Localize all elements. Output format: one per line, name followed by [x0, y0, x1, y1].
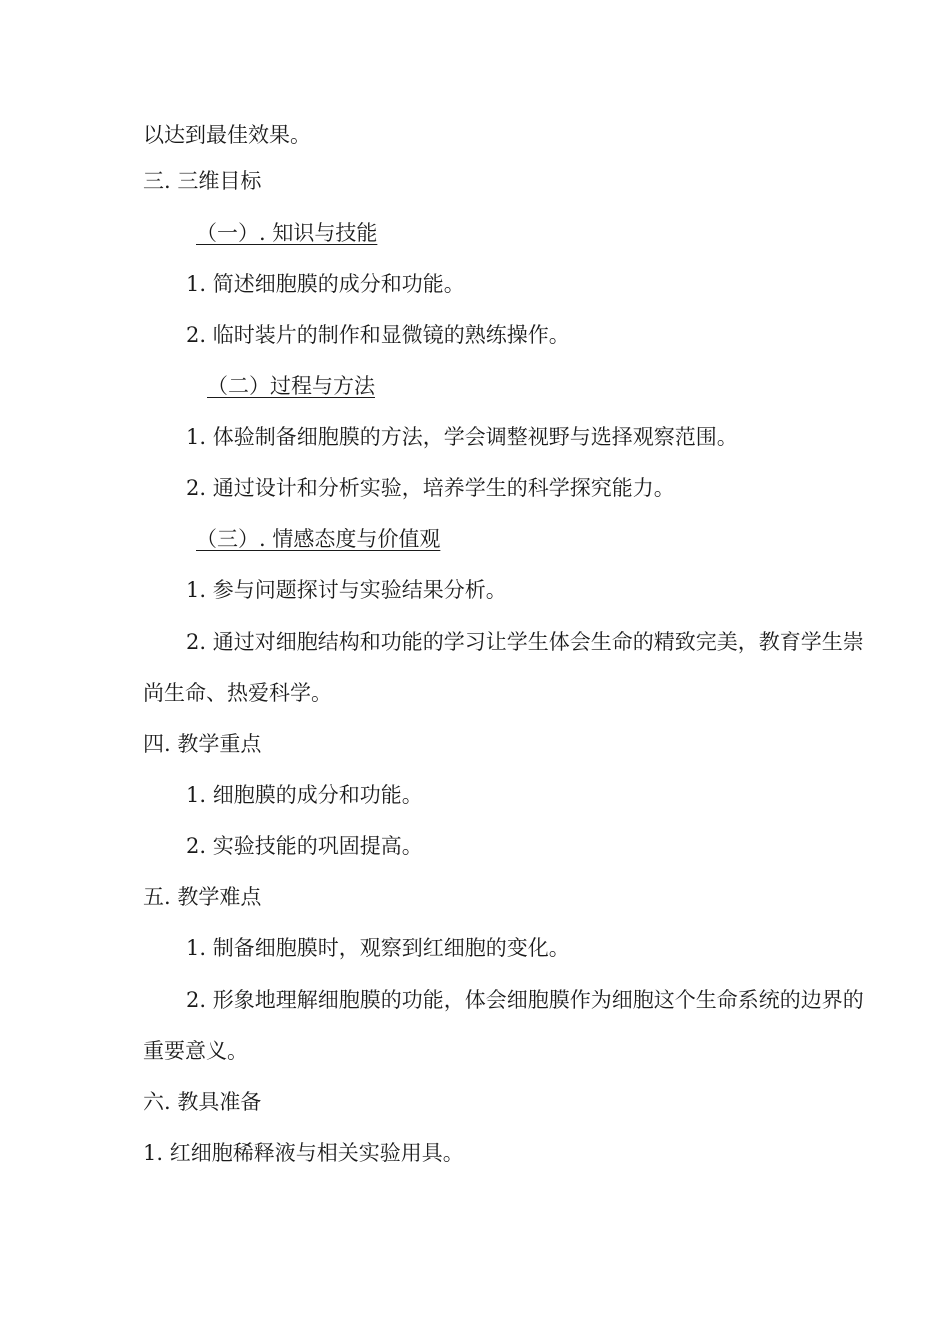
subsection-title-attitude: （三）. 情感态度与价值观	[196, 527, 441, 551]
list-item: 1. 体验制备细胞膜的方法，学会调整视野与选择观察范围。	[186, 425, 738, 449]
list-item: 2. 形象地理解细胞膜的功能，体会细胞膜作为细胞这个生命系统的边界的	[186, 988, 864, 1012]
list-item: 1. 制备细胞膜时，观察到红细胞的变化。	[186, 936, 570, 960]
list-item: 2. 通过对细胞结构和功能的学习让学生体会生命的精致完美，教育学生崇	[186, 630, 864, 654]
list-item: 1. 参与问题探讨与实验结果分析。	[186, 578, 507, 602]
list-item: 2. 通过设计和分析实验，培养学生的科学探究能力。	[186, 476, 675, 500]
list-item: 1. 细胞膜的成分和功能。	[186, 783, 423, 807]
list-item: 1. 红细胞稀释液与相关实验用具。	[143, 1141, 464, 1165]
list-item: 1. 简述细胞膜的成分和功能。	[186, 272, 465, 296]
section-heading-objectives: 三. 三维目标	[143, 169, 262, 193]
subsection-title-process: （二）过程与方法	[207, 374, 375, 398]
section-heading-key-points: 四. 教学重点	[143, 732, 262, 756]
section-heading-teaching-aids: 六. 教具准备	[143, 1090, 262, 1114]
list-item: 2. 实验技能的巩固提高。	[186, 834, 423, 858]
section-heading-difficulties: 五. 教学难点	[143, 885, 262, 909]
subsection-title-knowledge: （一）. 知识与技能	[196, 221, 378, 245]
list-item-continuation: 重要意义。	[143, 1039, 248, 1063]
continuation-text: 以达到最佳效果。	[143, 123, 311, 147]
list-item-continuation: 尚生命、热爱科学。	[143, 681, 332, 705]
list-item: 2. 临时装片的制作和显微镜的熟练操作。	[186, 323, 570, 347]
